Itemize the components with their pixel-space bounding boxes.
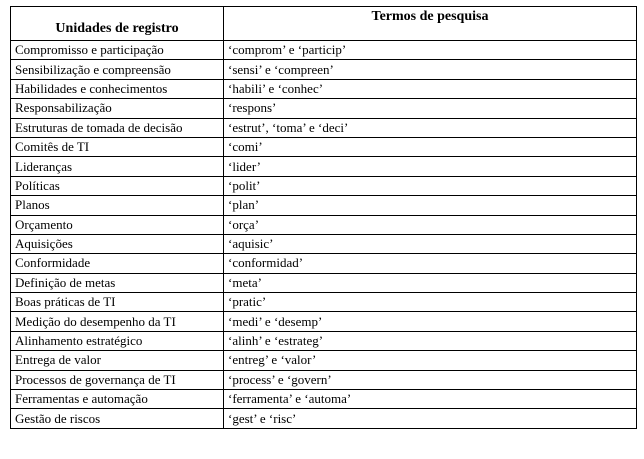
- registration-unit-cell: Medição do desempenho da TI: [11, 312, 224, 331]
- header-registration-units: Unidades de registro: [11, 7, 224, 41]
- table-body: [11, 41, 637, 429]
- search-terms-cell: ‘ferramenta’ e ‘automa’: [224, 390, 637, 409]
- registration-unit-cell: Gestão de riscos: [11, 409, 224, 428]
- registration-unit-cell: Políticas: [11, 176, 224, 195]
- registration-unit-cell: Planos: [11, 196, 224, 215]
- table-row: [11, 351, 637, 370]
- registration-unit-cell: Alinhamento estratégico: [11, 331, 224, 350]
- registration-unit-cell: Ferramentas e automação: [11, 390, 224, 409]
- registration-unit-cell: Processos de governança de TI: [11, 370, 224, 389]
- table-row: [11, 99, 637, 118]
- search-terms-table-container: [10, 6, 636, 429]
- registration-unit-cell: Compromisso e participação: [11, 41, 224, 60]
- table-row: [11, 390, 637, 409]
- registration-unit-cell: Boas práticas de TI: [11, 293, 224, 312]
- search-terms-cell: ‘sensi’ e ‘compreen’: [224, 60, 637, 79]
- search-terms-cell: ‘orça’: [224, 215, 637, 234]
- registration-unit-cell: Comitês de TI: [11, 137, 224, 156]
- table-row: [11, 234, 637, 253]
- search-terms-cell: ‘comi’: [224, 137, 637, 156]
- registration-unit-cell: Responsabilização: [11, 99, 224, 118]
- table-row: [11, 273, 637, 292]
- table-row: [11, 215, 637, 234]
- table-row: [11, 370, 637, 389]
- search-terms-cell: ‘lider’: [224, 157, 637, 176]
- table-row: [11, 196, 637, 215]
- search-terms-cell: ‘estrut’, ‘toma’ e ‘deci’: [224, 118, 637, 137]
- registration-unit-cell: Entrega de valor: [11, 351, 224, 370]
- table-row: [11, 331, 637, 350]
- registration-unit-cell: Orçamento: [11, 215, 224, 234]
- search-terms-cell: ‘pratic’: [224, 293, 637, 312]
- registration-unit-cell: Habilidades e conhecimentos: [11, 79, 224, 98]
- registration-unit-cell: Sensibilização e compreensão: [11, 60, 224, 79]
- search-terms-table: [10, 6, 637, 429]
- search-terms-cell: ‘plan’: [224, 196, 637, 215]
- table-row: [11, 60, 637, 79]
- search-terms-cell: ‘gest’ e ‘risc’: [224, 409, 637, 428]
- table-row: [11, 118, 637, 137]
- table-row: [11, 312, 637, 331]
- search-terms-cell: ‘habili’ e ‘conhec’: [224, 79, 637, 98]
- table-row: [11, 41, 637, 60]
- registration-unit-cell: Aquisições: [11, 234, 224, 253]
- search-terms-cell: ‘aquisic’: [224, 234, 637, 253]
- search-terms-cell: ‘entreg’ e ‘valor’: [224, 351, 637, 370]
- table-row: [11, 409, 637, 428]
- table-row: [11, 176, 637, 195]
- search-terms-cell: ‘respons’: [224, 99, 637, 118]
- header-search-terms: Termos de pesquisa: [224, 7, 637, 41]
- search-terms-cell: ‘conformidad’: [224, 254, 637, 273]
- search-terms-cell: ‘polit’: [224, 176, 637, 195]
- search-terms-cell: ‘meta’: [224, 273, 637, 292]
- table-row: [11, 254, 637, 273]
- table-row: [11, 157, 637, 176]
- registration-unit-cell: Conformidade: [11, 254, 224, 273]
- search-terms-cell: ‘process’ e ‘govern’: [224, 370, 637, 389]
- search-terms-cell: ‘comprom’ e ‘particip’: [224, 41, 637, 60]
- table-row: [11, 79, 637, 98]
- registration-unit-cell: Definição de metas: [11, 273, 224, 292]
- table-row: [11, 293, 637, 312]
- search-terms-cell: ‘medi’ e ‘desemp’: [224, 312, 637, 331]
- registration-unit-cell: Estruturas de tomada de decisão: [11, 118, 224, 137]
- search-terms-cell: ‘alinh’ e ‘estrateg’: [224, 331, 637, 350]
- table-row: [11, 137, 637, 156]
- registration-unit-cell: Lideranças: [11, 157, 224, 176]
- table-header-row: [11, 7, 637, 41]
